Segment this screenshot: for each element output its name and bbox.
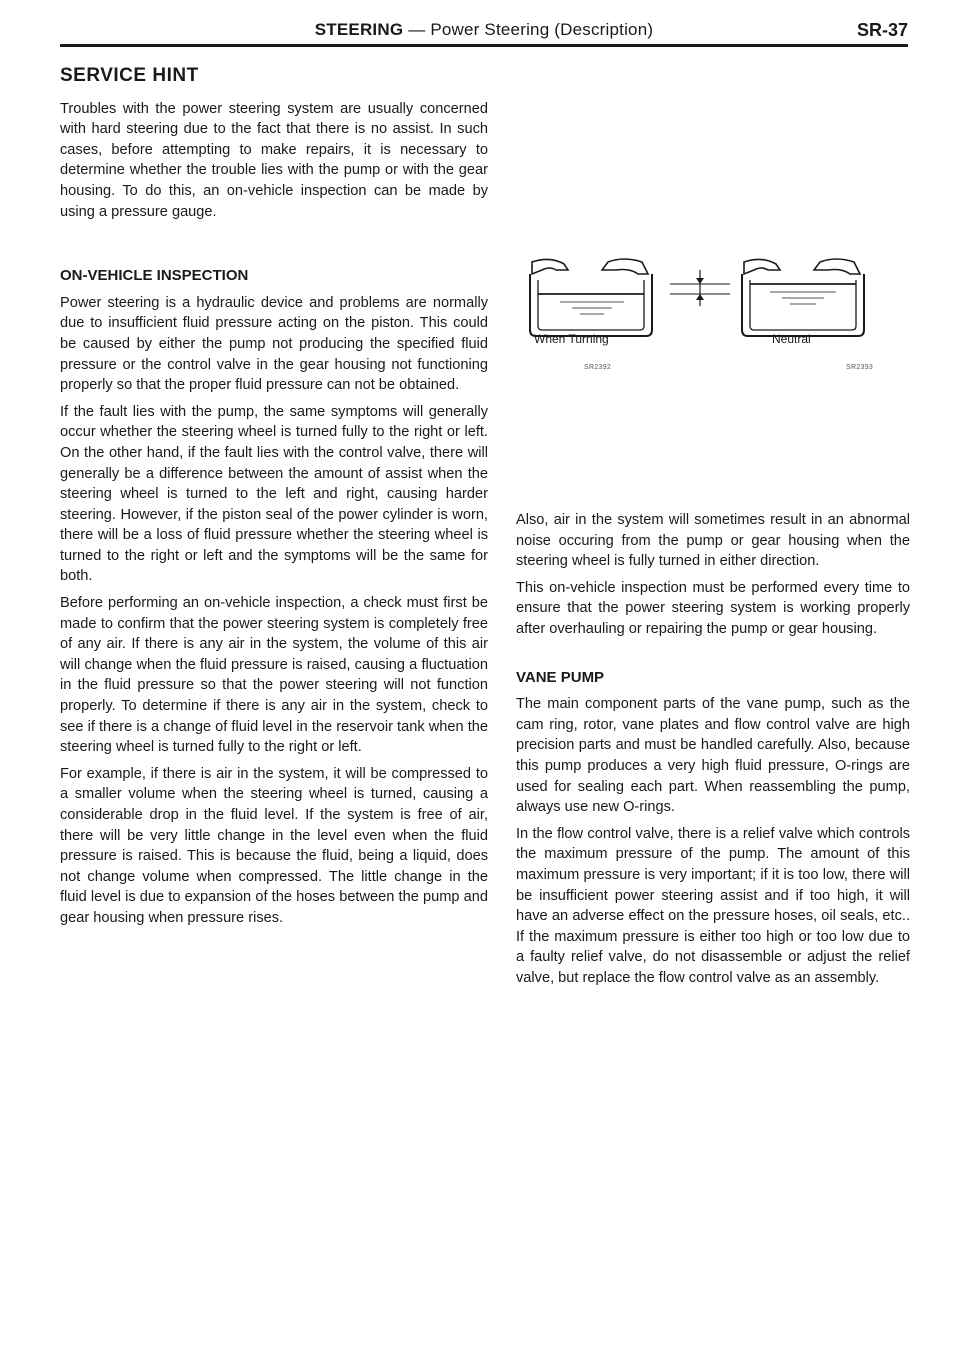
header-subtitle: — Power Steering (Description): [408, 20, 654, 39]
header-title: [60, 20, 908, 40]
paragraph: If the fault lies with the pump, the same symptoms will generally occur whether the steering wheel is turned fully to the right or left. On the other hand, if the fault lies with the control valve, there will generally be a difference between the amount of assist when the steering wheel is turned to the left and right, causing harder steering. However, if the piston seal of the power cylinder is worn, there will be a loss of fluid pressure whether the steering wheel is turned to the right or left and the symptoms will be the same for both.: [60, 403, 488, 585]
cap-right-b: [814, 259, 860, 274]
paragraph: Also, air in the system will sometimes result in an abnormal noise occuring from the pump or gear housing when the steering wheel is fully turned in either direction.: [516, 512, 910, 570]
reservoir-right-inner: [750, 280, 856, 330]
cap-left-a: [532, 259, 568, 274]
page-number: SR-37: [856, 20, 908, 40]
figure-label-when-turning: When Turning: [534, 332, 609, 346]
paragraph: In the flow control valve, there is a relief valve which controls the maximum pressure of the pump. The amount of this maximum pressure is very important; if it is too low, there will be insufficient power steering assist and if too high, it will have an adverse effect on the pressure hoses, oil seals, etc.. If the maximum pressure is either too high or too low due to a faulty relief valve, do not disassemble or adjust the relief valve, but replace the flow control valve as an assembly.: [516, 825, 910, 986]
paragraph: Power steering is a hydraulic device and problems are normally due to insufficient fluid pressure acting on the piston. This could be caused by either the pump not producing the specified fluid pressure or the control valve in the gear housing not functioning properly so that the proper fluid pressure can not be obtained.: [60, 294, 488, 394]
reservoir-left-inner: [538, 280, 644, 330]
paragraph: For example, if there is air in the system, it will be compressed to a smaller volume when the steering wheel is turned, causing a considerable drop in the fluid level. If the system is free of air, there will be very little change in the level even when the fluid pressure is raised. This is because the fluid, being a liquid, does not change volume when compressed. The little change in the fluid level is due to expansion of the hoses between the pump and gear housing when pressure rises.: [60, 765, 488, 926]
cap-right-a: [744, 259, 780, 274]
paragraph: This on-vehicle inspection must be performed every time to ensure that the power steering system is working properly after overhauling or repairing the pump or gear housing.: [516, 579, 910, 637]
figure-label-neutral: Neutral: [772, 332, 811, 346]
page-header: [60, 18, 908, 46]
figure-code-left: SR2392: [584, 364, 612, 371]
intro-paragraph: Troubles with the power steering system are usually concerned with hard steering due to the fact that there is no assist. In such cases, before attempting to make repairs, it is necessary to determine whether the trouble lies with the pump or with the gear housing. To do this, an on-vehicle inspection can be made by using a pressure gauge.: [60, 100, 488, 220]
figure-code-right: SR2393: [846, 364, 874, 371]
reservoir-left-outline: [530, 274, 652, 336]
right-column: [516, 510, 910, 994]
header-rule: [60, 44, 908, 47]
paragraph: Before performing an on-vehicle inspection, a check must first be made to confirm that the power steering system is completely free of any air. If there is any air in the system, the volume of this air will change when the fluid pressure is raised, causing a fluctuation in the fluid pressure so that the power steering will not function properly. To determine if there is any air in the system, check to see if there is a change of fluid level in the reservoir tank when the steering wheel is turned fully to the right or left.: [60, 595, 488, 756]
subheading-vane-pump: VANE PUMP: [516, 668, 605, 686]
header-section: STEERING: [314, 20, 404, 39]
left-column: [60, 66, 488, 935]
section-heading: SERVICE HINT: [60, 65, 199, 86]
cap-left-b: [602, 259, 648, 274]
reservoir-fluid-level-figure: [520, 256, 900, 376]
subheading-on-vehicle-inspection: ON-VEHICLE INSPECTION: [60, 267, 249, 285]
paragraph: The main component parts of the vane pump, such as the cam ring, rotor, vane plates and flow control valve are high precision parts and must be handled carefully. Also, because this pump produces a very high fluid pressure, O-rings are used for sealing each part. When reassembling the pump, always use new O-rings.: [516, 696, 910, 816]
